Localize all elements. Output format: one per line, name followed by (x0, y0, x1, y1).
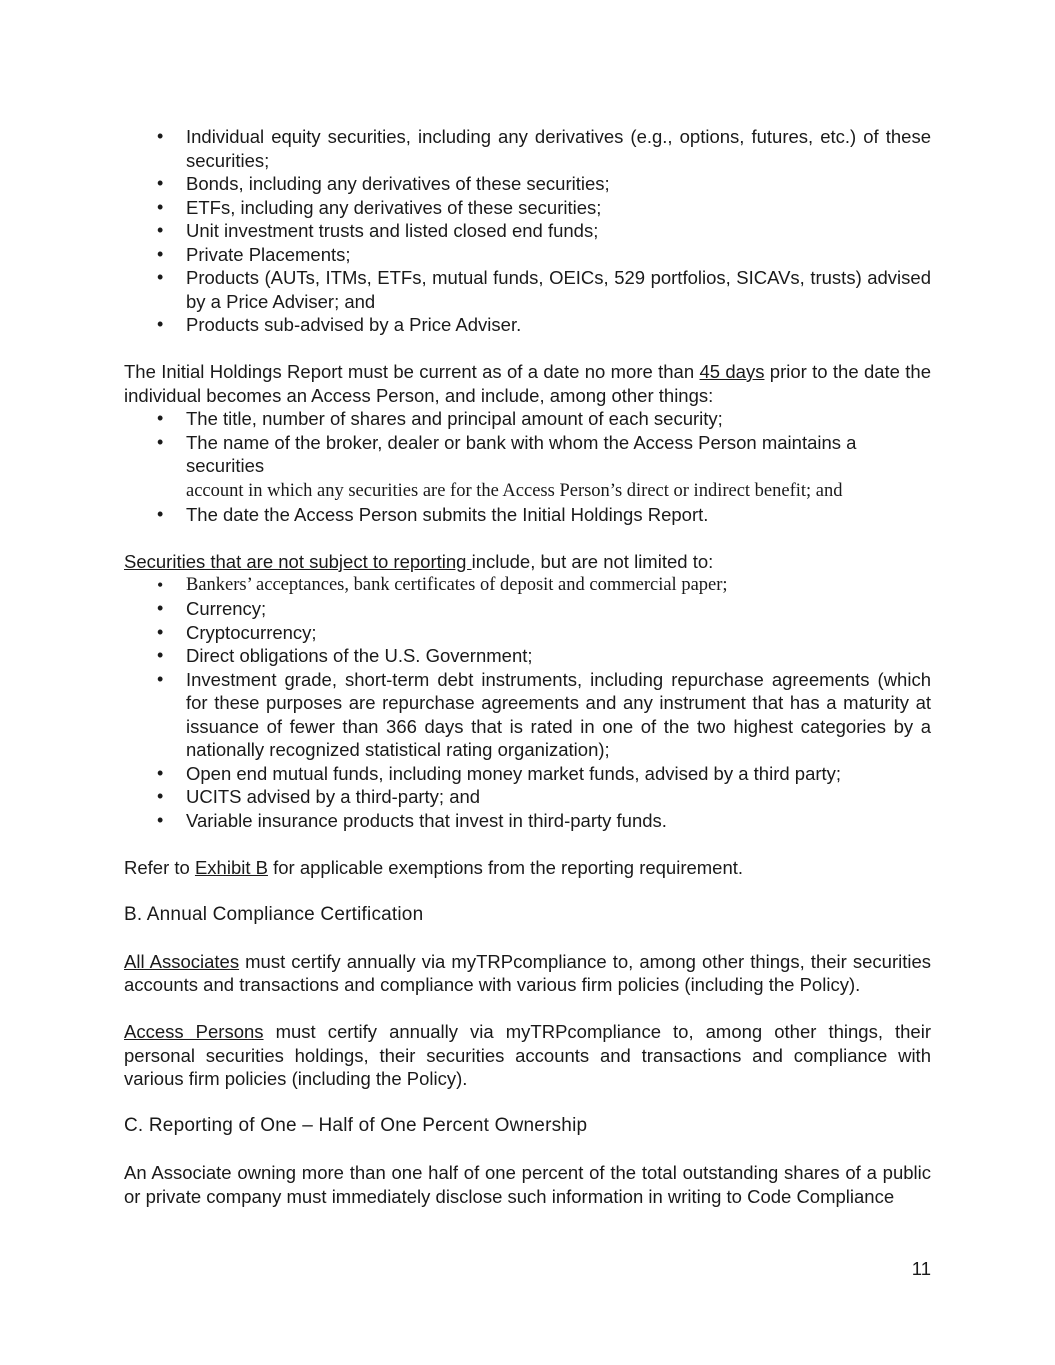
not-subject-intro: Securities that are not subject to reporting include, but are not limited to: (124, 551, 714, 572)
covered-securities-list (124, 125, 931, 337)
list-item: • Cryptocurrency; (186, 621, 931, 645)
list-item: • Bankers’ acceptances, bank certificates of deposit and commercial paper; (186, 574, 931, 598)
list-item: • Investment grade, short-term debt instruments, including repurchase agreements (which for these purposes are repurchase agreements and any instrument that has a maturity at issuance of fewer than 366 days that is rated in one of the two highest categories by a nationally recognized statistical rating organization); (186, 668, 931, 762)
exhibit-b-link[interactable]: Exhibit B (194, 856, 268, 878)
all-associates-paragraph: All Associates must certify annually via myTRPcompliance to, among other things, their securities accounts and transactions and compliance with various firm policies (including the Policy). (124, 950, 932, 995)
section-c-heading: C. Reporting of One – Half of One Percent Ownership (124, 1115, 588, 1136)
list-item: • Variable insurance products that invest in third-party funds. (186, 809, 931, 833)
page-content (124, 125, 931, 1208)
exhibit-reference: Refer to Exhibit B for applicable exemptions from the reporting requirement. (124, 856, 744, 878)
list-item: • Products sub-advised by a Price Adviser. (186, 313, 931, 337)
list-item: • Bonds, including any derivatives of these securities; (186, 172, 931, 196)
exempt-securities-list (124, 574, 931, 833)
list-item: • Currency; (186, 597, 931, 621)
page-number: 11 (911, 1258, 931, 1279)
all-associates-underline: All Associates (124, 950, 240, 972)
list-item: • Unit investment trusts and listed closed end funds; (186, 219, 931, 243)
not-subject-underline: Securities that are not subject to reporting (124, 551, 472, 572)
ownership-paragraph: An Associate owning more than one half of one percent of the total outstanding shares of a public or private company must immediately disclose such information in writing to Code Compliance (124, 1162, 931, 1207)
access-persons-paragraph: Access Persons must certify annually via myTRPcompliance to, among other things, their personal securities holdings, their securities accounts and transactions and compliance with various firm policies (including the Policy). (124, 1021, 931, 1089)
access-persons-underline: Access Persons (124, 1021, 264, 1042)
holdings-report-intro: The Initial Holdings Report must be current as of a date no more than 45 days prior to the date the individual becomes an Access Person, and include, among other things: (124, 361, 932, 406)
list-item: • UCITS advised by a third-party; and (186, 785, 931, 809)
45-days-underline: 45 days (699, 361, 765, 382)
list-item: • The date the Access Person submits the Initial Holdings Report. (186, 503, 931, 527)
list-item: • The name of the broker, dealer or bank with whom the Access Person maintains a securities account in which any securities are for the Access Person’s direct or indirect benefit; and (186, 431, 931, 504)
list-item: • The title, number of shares and principal amount of each security; (186, 407, 931, 431)
list-item: • Individual equity securities, including any derivatives (e.g., options, futures, etc.) of these securities; (186, 125, 931, 172)
list-item: • Direct obligations of the U.S. Government; (186, 644, 931, 668)
list-item: • Private Placements; (186, 243, 931, 267)
holdings-report-list (124, 407, 931, 527)
list-item: • Open end mutual funds, including money market funds, advised by a third party; (186, 762, 931, 786)
list-item: • Products (AUTs, ITMs, ETFs, mutual funds, OEICs, 529 portfolios, SICAVs, trusts) advised by a Price Adviser; and (186, 266, 931, 313)
section-b-heading: B. Annual Compliance Certification (124, 903, 424, 925)
list-item: • ETFs, including any derivatives of these securities; (186, 196, 931, 220)
